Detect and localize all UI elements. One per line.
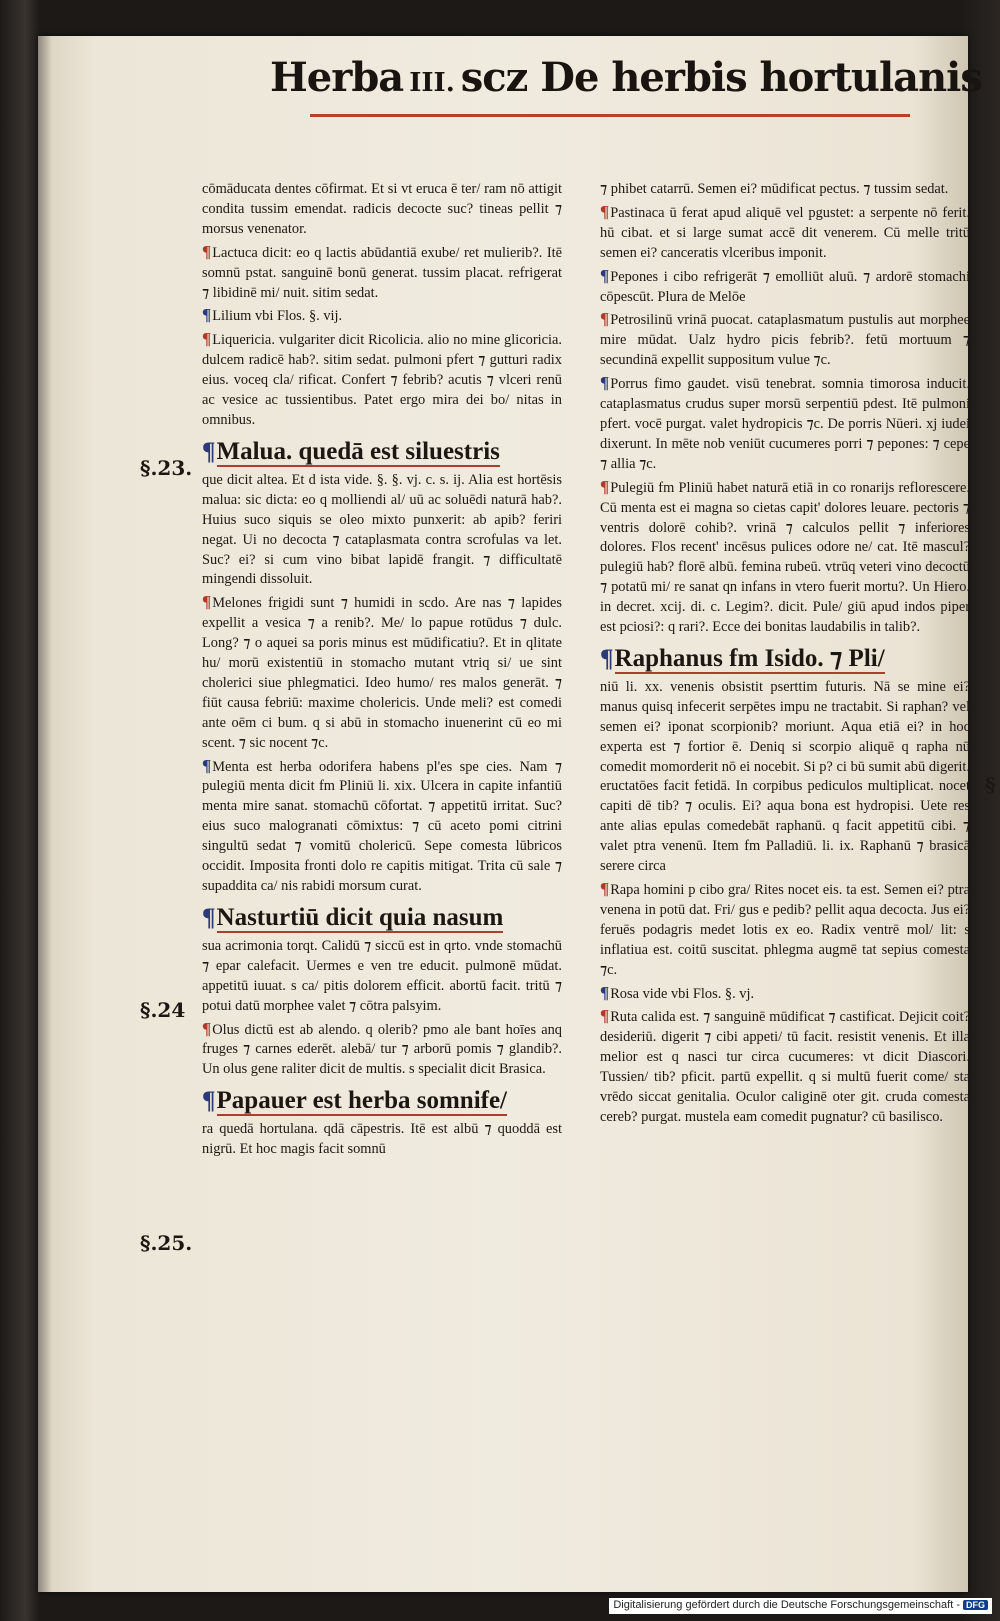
- running-header: [270, 54, 982, 118]
- section-mark-23: §.23.: [140, 456, 193, 480]
- pilcrow-icon: ¶: [600, 201, 610, 221]
- entry-papauer: [202, 1086, 562, 1160]
- entry-ruta: [600, 1006, 970, 1127]
- paragraph-text: Ruta calida est. ⁊ sanguinē mūdificat ⁊ castificat. Dejicit coit? desideriū. digerit ⁊ cibi appeti/ tū facit. resistit venenis. Et illa melior est q nasci tur circa cucumeres: vt dicit Diascori. Tussien/ tib? pficit. partū expellit. q si multū fuerit come/ sta vrēdo siccat genitalia. Oculor caliginē oter git. cruda comesta cereb? purgat. mustela eam comedit pugnatur? cū basilisco.: [600, 1009, 970, 1125]
- paragraph-text: Olus dictū est ab alendo. q olerib? pmo ale bant hoīes anq fruges ⁊ carnes ederēt. alebā/ tur ⁊ arborū pomis ⁊ glandib?. Un olus gene raliter dicit de multis. s specialit dicit Brasica.: [202, 1021, 562, 1078]
- paragraph-text: Petrosilinū vrinā puocat. cataplasmatum pustulis aut morphee mire mūdat. Ualz hydro picis febrib?. fetū mortuum ⁊ secundinā expellit suppositum vulue ⁊c.: [600, 312, 970, 369]
- pilcrow-icon: ¶: [202, 903, 216, 931]
- entry-heading: Nasturtiū dicit quia nasum: [216, 903, 504, 931]
- pilcrow-icon: ¶: [600, 982, 610, 1002]
- paragraph-text: Pulegiū fm Pliniū habet naturā etiā in co ronarijs reflorescere. Cū menta est ei magna so cietas capit' dolores leuare. pectoris ⁊ ventris dolorē cohib?. vrinā ⁊ calculos pellit ⁊ inferiores dolores. Flos recent' incēsus pulices odore ne/ cat. Itē mascul? pulegiū hab? florē albū. femina rubeū. vtrūq veteri vino decoctū ⁊ potatū mi/ re sanat qn infans in vtero fuerit mortu?. Un Hiero. in decret. xcij. di. c. Legim?. dicit. Pule/ giū apud indos piper est pciosi?: q rari?. Ecce dei bonitas laudabilis in talib?.: [600, 479, 970, 636]
- pilcrow-icon: ¶: [202, 1087, 216, 1115]
- right-column: [600, 180, 970, 1130]
- pilcrow-icon: ¶: [202, 1018, 212, 1038]
- paragraph-text: cōmāducata dentes cōfirmat. Et si vt eruca ē ter/ ram nō attigit condita tussim emendat. radicis decocte suc? tineas pellit ⁊ morsus venenator.: [202, 181, 562, 237]
- entry-pastinaca: [600, 202, 970, 264]
- entry-lactuca: [202, 242, 562, 304]
- paragraph-text: Liquericia. vulgariter dicit Ricolicia. alio no mine glicoricia. dulcem radicē hab?. sitim sedat. pulmoni pfert ⁊ gutturi radix eius. voceq cla/ rificat. Confert ⁊ febrib? acutis ⁊ vlceri renū ac vesice ac tussientibus. Patet ergo mira dei bo/ nitas in omnibus.: [202, 332, 562, 428]
- header-folio: III.: [409, 68, 455, 98]
- left-column: [202, 180, 562, 1162]
- pilcrow-icon: ¶: [600, 1006, 610, 1026]
- header-word-herba: Herba: [270, 54, 404, 101]
- entry-papauer-tail: [600, 180, 970, 200]
- pilcrow-icon: ¶: [202, 329, 212, 349]
- section-mark-24: §.24: [140, 998, 186, 1022]
- entry-rapa: [600, 879, 970, 981]
- paragraph-text: ⁊ phibet catarrū. Semen ei? mūdificat pectus. ⁊ tussim sedat.: [600, 181, 949, 197]
- paragraph-text: Porrus fimo gaudet. visū tenebrat. somnia timorosa inducit. cataplasmatus crudus super morsū serpentiū pdest. Itē pulmoni pfert. vocē purgat. valet hydropicis ⁊c. De porris Nūeri. xj iudei dixerunt. In mēte nob veniūt cucumeres porri ⁊ pepones: ⁊ cepe ⁊ allia ⁊c.: [600, 376, 970, 472]
- section-mark-25: §.25.: [140, 1231, 193, 1255]
- entry-liquericia: [202, 329, 562, 431]
- digitization-footer: [609, 1598, 992, 1614]
- pilcrow-icon: ¶: [600, 644, 614, 672]
- pilcrow-icon: ¶: [600, 309, 610, 329]
- pilcrow-icon: ¶: [600, 265, 610, 285]
- pilcrow-icon: ¶: [202, 241, 212, 261]
- entry-nasturtium: [202, 903, 562, 1017]
- entry-rosa: [600, 983, 970, 1005]
- paragraph-text: Menta est herba odorifera habens pl'es spe cies. Nam ⁊ pulegiū menta dicit fm Pliniū li. xix. Ulcera in capite infantiū menta mire sanat. stomachū cōfortat. ⁊ appetitū irritat. Suc? eius suco malogranati cōmixtus: ⁊ cū aceto pomi citrini singultū sedat ⁊ vomitū cholericū. Sepe comesta lūbricos occidit. Imposita fronti dolo re capitis mitigat. Trita cū sale ⁊ supaddita ca/ nis rabidi morsum curat.: [202, 758, 562, 894]
- pilcrow-icon: ¶: [600, 476, 610, 496]
- header-red-rule: [310, 114, 910, 117]
- entry-porrus: [600, 373, 970, 475]
- entry-heading: Malua. quedā est siluestris: [216, 437, 500, 465]
- pilcrow-icon: ¶: [202, 437, 216, 465]
- dfg-logo-icon: DFG: [963, 1600, 988, 1610]
- pilcrow-icon: ¶: [202, 755, 212, 775]
- entry-petrosilinum: [600, 309, 970, 371]
- entry-melones: [202, 592, 562, 753]
- paragraph-text: que dicit altea. Et d ista vide. §. §. vj. c. s. ij. Alia est hortēsis malua: sic dicta: eo q molliendi al/ uū ac soluēdi naturā hab?. Huius suco siquis se oleo mixto punxerit: ab apib? feriri negat. Ui no decocta ⁊ cataplasmata contra scrofulas va let. Suc? ei? si cum vino bibat lapidē frangit. ⁊ difficultatē mingendi dissoluit.: [202, 471, 562, 588]
- pilcrow-icon: ¶: [600, 879, 610, 898]
- entry-lettuce-tail: [202, 180, 562, 240]
- pilcrow-icon: ¶: [202, 305, 212, 325]
- paragraph-text: niū li. xx. venenis obsistit pserttim futuris. Nā se mine ei? manus quisq infecerit serpētes impu ne tractabit. Si raphan? vel semen ei? iponat scorpionib? moriunt. Aqua etiā ei? in hoc experta est ⁊ fortior ē. Deniq si scorpio aliquē q rapha nū comedit momorderit nō ei nocebit. Si p? ci bū sumit abū digerit. eructatōes facit fetidā. In corpibus pediculos multiplicat. nocet capiti dē tib? ⁊ oculis. Ei? aqua bona est hydropisi. Uete res ante alias epulas comedebāt raphanū. q facit appetitū cibi. ⁊ valet ptra venenū. Item fm Palladiū. li. ix. Raphanū ⁊ brasicā serere circa: [600, 678, 970, 875]
- paragraph-text: Lactuca dicit: eo q lactis abūdantiā exube/ ret mulierib?. Itē somnū pstat. sanguinē bonū generat. tussim placat. refrigerat ⁊ libidinē mi/ nuit. sitim sedat.: [202, 244, 562, 301]
- footer-text: Digitalisierung gefördert durch die Deutsche Forschungsgemeinschaft -: [613, 1599, 960, 1611]
- entry-raphanus: [600, 644, 970, 877]
- header-word-scz: scz: [460, 54, 528, 101]
- right-margin-mark: §: [985, 773, 996, 797]
- paragraph-text: Pepones i cibo refrigerāt ⁊ emolliūt aluū. ⁊ ardorē stomachi cōpescūt. Plura de Melōe: [600, 268, 970, 305]
- entry-pepones: [600, 266, 970, 308]
- paragraph-text: Pastinaca ū ferat apud aliquē vel pgustet: a serpente nō ferit. hū cibat. et si large sumat accē dit venerem. Cū melle tritū semen ei? canceratis vlceribus imponit.: [600, 204, 970, 261]
- paragraph-text: ra quedā hortulana. qdā cāpestris. Itē est albū ⁊ quoddā est nigrū. Et hoc magis facit somnū: [202, 1121, 562, 1158]
- entry-malua: [202, 437, 562, 590]
- paragraph-text: Rosa vide vbi Flos. §. vj.: [610, 985, 755, 1002]
- paragraph-text: Rapa homini p cibo gra/ Rites nocet eis. ta est. Semen ei? ptra venena in potū dat. Fri/ gus e pedib? pellit aqua decocta. Jus ei? feruēs podagris medet lotis ex eo. Radix ventrē mol/ lit: s inflatiua est. coitū suscitat. phlegma augmē tat sepius comesta ⁊c.: [600, 882, 970, 978]
- entry-olus: [202, 1019, 562, 1081]
- pilcrow-icon: ¶: [202, 592, 212, 612]
- header-title: De herbis hortulanis: [540, 54, 982, 101]
- pilcrow-icon: ¶: [600, 373, 610, 393]
- entry-lilium: [202, 305, 562, 327]
- entry-heading: Raphanus fm Isido. ⁊ Pli/: [614, 644, 885, 672]
- paragraph-text: sua acrimonia torqt. Calidū ⁊ siccū est in qrto. vnde stomachū ⁊ epar calefacit. Uermes e ven tre educit. pulmonē mūdat. appetitū iuuat. s ca/ pitis dolorem efficit. abortū facit. tritū ⁊ potui datū morphee valet ⁊ cōtra palsyim.: [202, 937, 562, 1014]
- entry-pulegium: [600, 477, 970, 638]
- entry-menta: [202, 756, 562, 897]
- paragraph-text: Lilium vbi Flos. §. vij.: [212, 308, 343, 325]
- paragraph-text: Melones frigidi sunt ⁊ humidi in scdo. Are nas ⁊ lapides expellit a vesica ⁊ a renib?. Me/ lo papue rotūdus ⁊ dulc. Long? ⁊ o aquei sa poris minus est mūdificatiu?. Et in qlitate hu/ morū existentiū in stomacho mutant vtriq si/ ue sint cholerici siue phlegmatici. Ideo humo/ res malos generāt. ⁊ fiūt causa febriū: maxime cholericis. Unde meli? est comedi ante oēm ci bum. q si abū in stomacho inuenerint cū eo mi scent. ⁊ sic nocent ⁊c.: [202, 595, 562, 751]
- entry-heading: Papauer est herba somnife/: [216, 1087, 508, 1115]
